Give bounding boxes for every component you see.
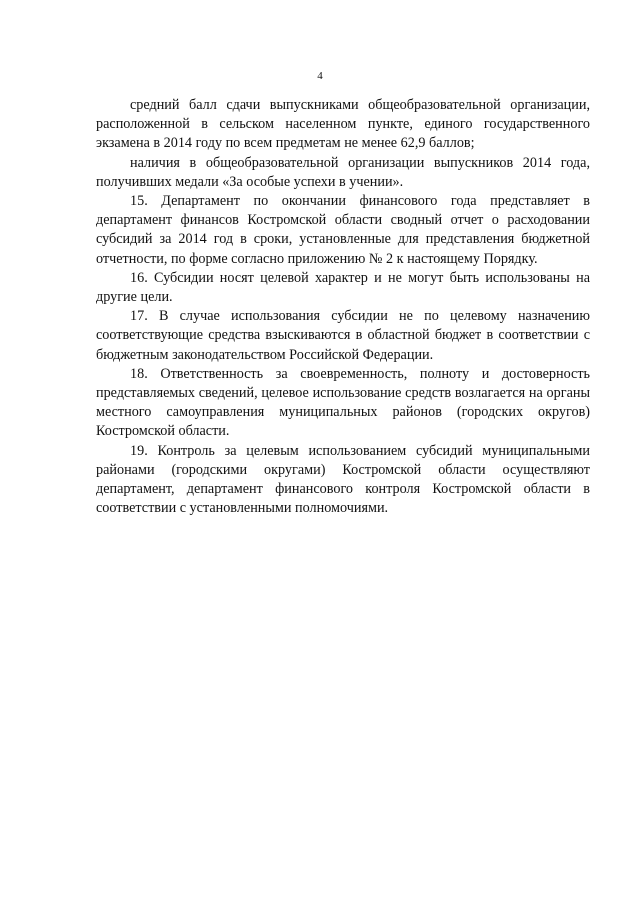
- page-number: 4: [317, 70, 323, 82]
- paragraph-medal-graduates: наличия в общеобразовательной организации выпускников 2014 года, получивших медали «За особые успехи в учении».: [96, 154, 590, 190]
- paragraph-17-misuse: 17. В случае использования субсидии не по целевому назначению соответствующие средства взыскиваются в областной бюджет в соответствии с бюджетным законодательством Российской Федерации.: [96, 308, 590, 363]
- paragraph-16-purpose: 16. Субсидии носят целевой характер и не могут быть использованы на другие цели.: [96, 269, 590, 306]
- paragraph-15-report: 15. Департамент по окончании финансового года представляет в департамент финансов Костромской области сводный отчет о расходовании субсидий за 2014 год в сроки, установленные для представления бюджетной отчетности, по форме согласно приложению № 2 к настоящему Порядку.: [96, 193, 590, 267]
- paragraph-average-score: средний балл сдачи выпускниками общеобразовательной организации, расположенной в сельском населенном пункте, единого государственного экзамена в 2014 году по всем предметам не менее 62,9 баллов;: [96, 97, 590, 152]
- paragraph-18-responsibility: 18. Ответственность за своевременность, полноту и достоверность представляемых сведений, целевое использование средств возлагается на органы местного самоуправления муниципальных районов (городских округов) Костромской области.: [96, 365, 590, 440]
- document-body: [96, 96, 590, 518]
- paragraph-19-control: 19. Контроль за целевым использованием субсидий муниципальными районами (городскими округами) Костромской области осуществляют департамент, департамент финансового контроля Костромской области в соответствии с установленными полномочиями.: [96, 442, 590, 517]
